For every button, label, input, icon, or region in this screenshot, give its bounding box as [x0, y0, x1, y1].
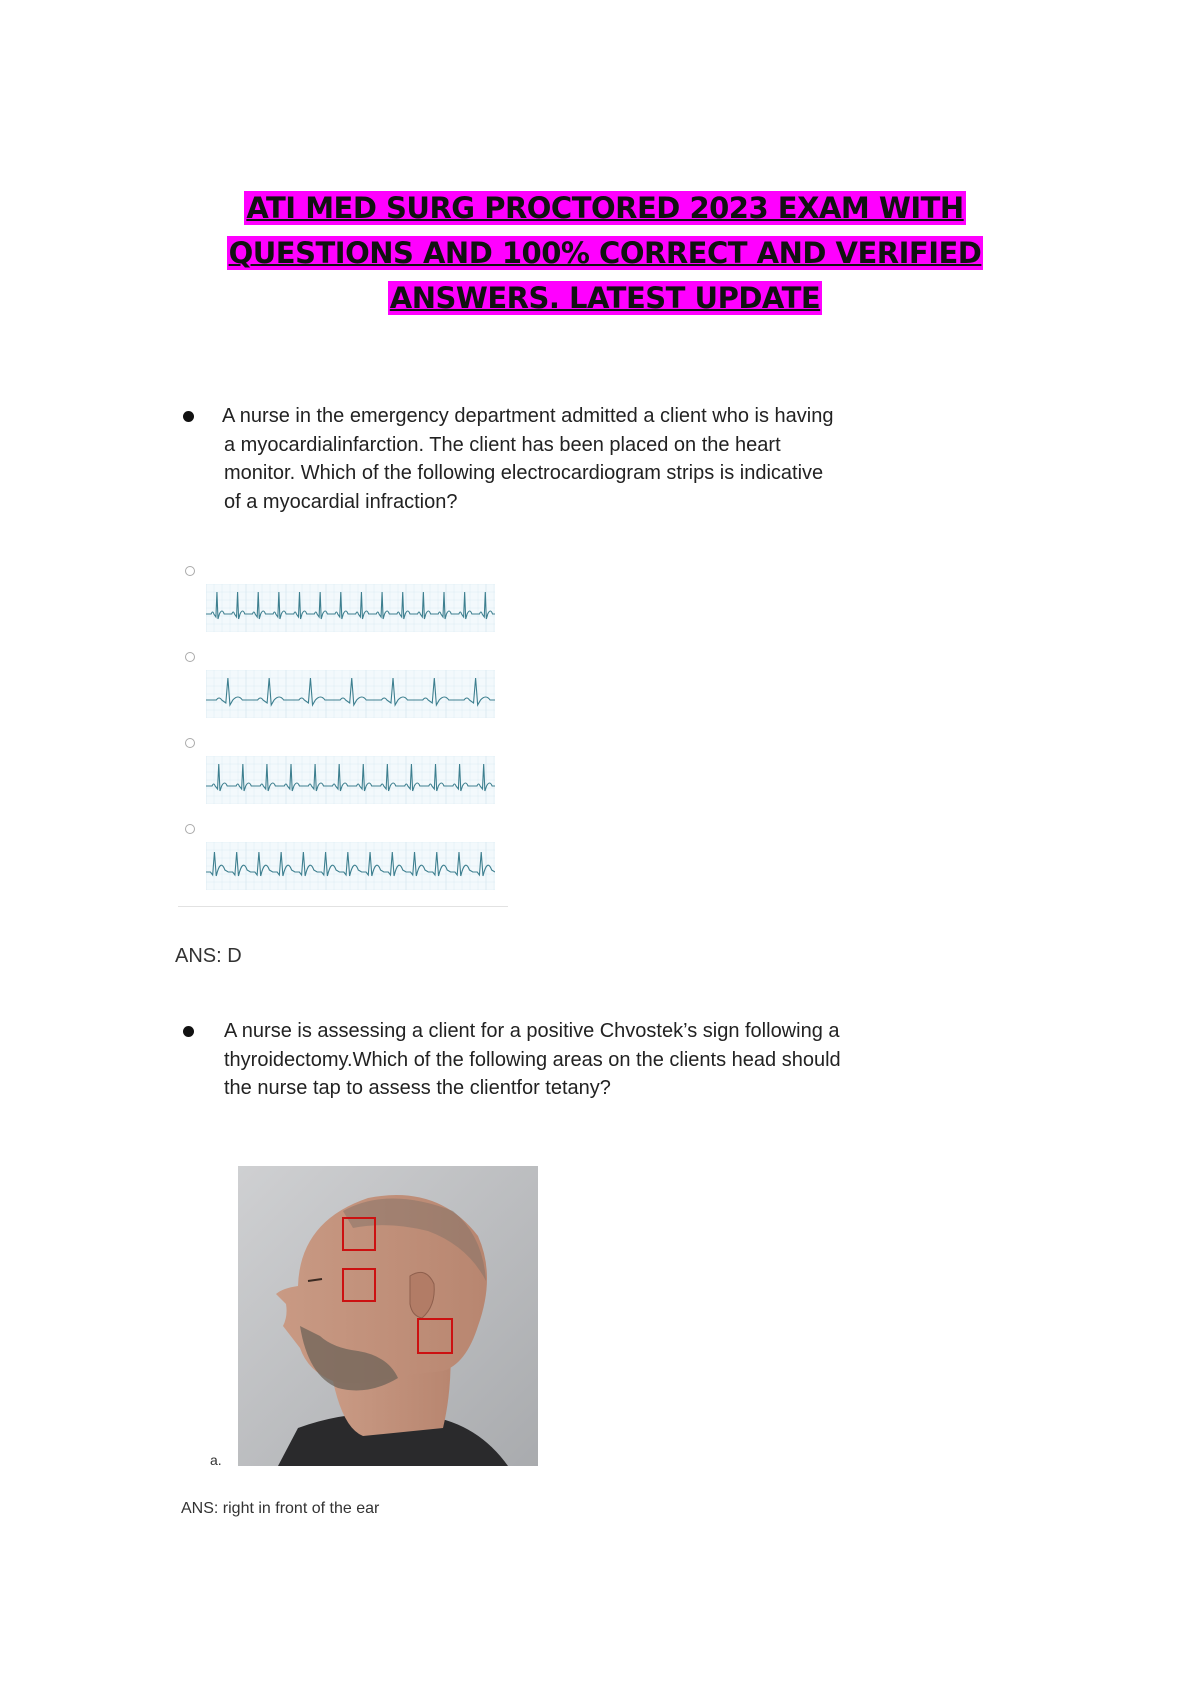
question-1-text: [222, 402, 833, 516]
question-1-line-2: a myocardialinfarction. The client has been placed on the heart: [224, 433, 781, 456]
option-c-radio[interactable]: [185, 738, 195, 748]
ekg-strip-b: [206, 670, 495, 718]
ekg-strip-a: [206, 584, 495, 632]
question-2-line-2: thyroidectomy.Which of the following areas on the clients head should: [224, 1048, 841, 1071]
title-line-2: QUESTIONS AND 100% CORRECT AND VERIFIED: [228, 236, 982, 270]
question-1-line-3: monitor. Which of the following electrocardiogram strips is indicative: [224, 462, 824, 484]
bullet-icon: [183, 1026, 194, 1037]
option-d-radio[interactable]: [185, 824, 195, 834]
answer-2: ANS: right in front of the ear: [181, 1500, 380, 1517]
option-a-radio[interactable]: [185, 566, 195, 576]
bullet-icon: [183, 411, 194, 422]
question-2-line-3: the nurse tap to assess the clientfor tetany?: [224, 1077, 611, 1099]
option-b-radio[interactable]: [185, 652, 195, 662]
question-2-text: [224, 1017, 841, 1103]
answer-1: ANS: D: [175, 945, 242, 967]
option-a-label: a.: [210, 1452, 222, 1468]
title-line-1: ATI MED SURG PROCTORED 2023 EXAM WITH: [246, 191, 964, 225]
options-divider: [178, 906, 508, 907]
ekg-strip-c: [206, 756, 495, 804]
head-profile-image: [238, 1166, 538, 1466]
question-2-line-1: A nurse is assessing a client for a positive Chvostek’s sign following a: [224, 1020, 840, 1042]
question-1-line-1: A nurse in the emergency department admitted a client who is having: [222, 405, 834, 427]
title-line-3: ANSWERS. LATEST UPDATE: [389, 281, 821, 315]
question-1-line-4: of a myocardial infraction?: [224, 490, 458, 513]
document-title: [150, 186, 1060, 321]
ekg-strip-d: [206, 842, 495, 890]
